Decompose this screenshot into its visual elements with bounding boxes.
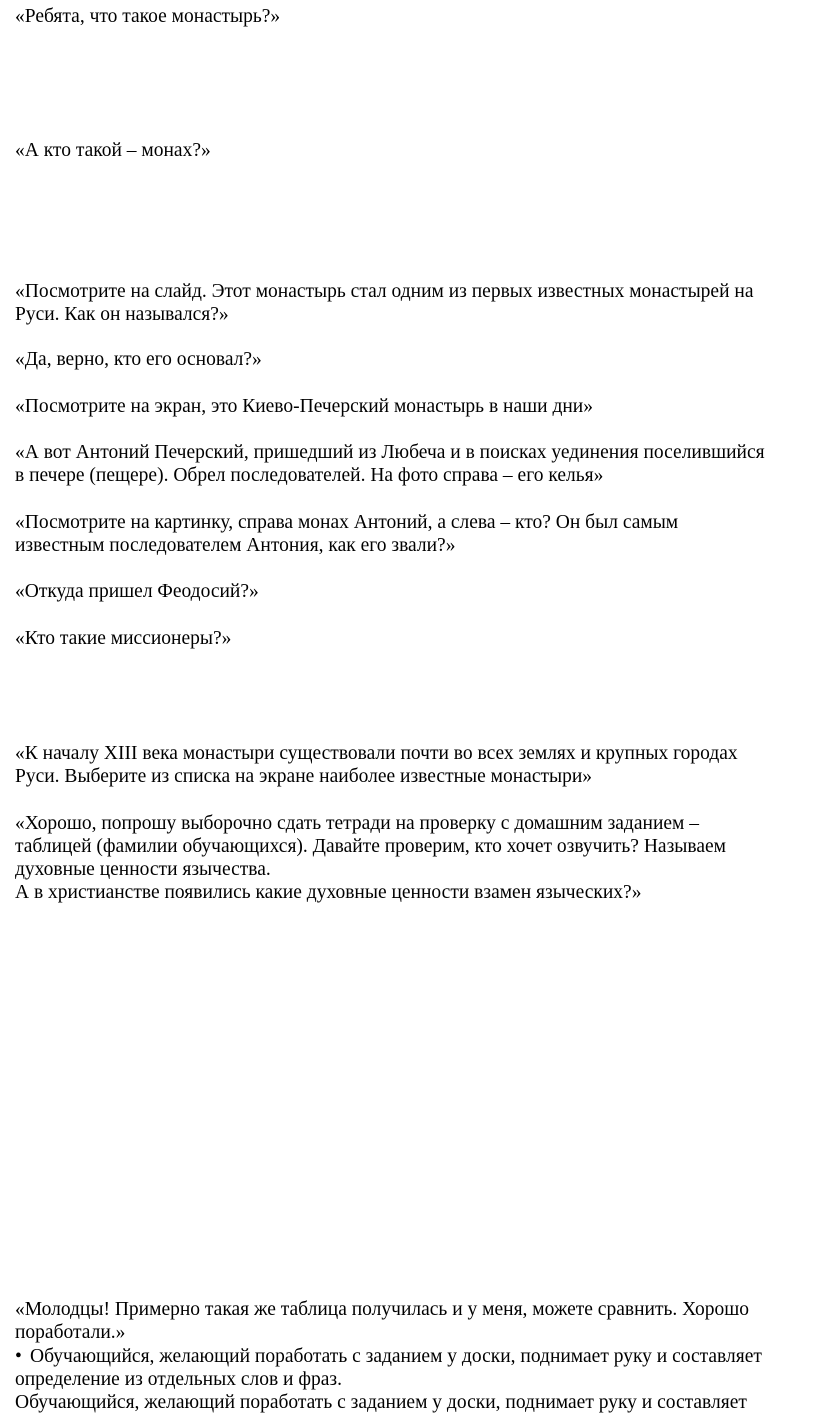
paragraph-bullet-student-board bbox=[15, 1345, 805, 1391]
text-line: «А вот Антоний Печерский, пришедший из Любеча и в поисках уединения поселившийся bbox=[15, 442, 765, 463]
bullet-icon: • bbox=[15, 1346, 22, 1367]
paragraph-homework-check bbox=[15, 812, 805, 904]
paragraph-founder-question bbox=[15, 348, 805, 371]
paragraph-monastery-question bbox=[15, 5, 805, 28]
text-line: «Кто такие миссионеры?» bbox=[15, 628, 232, 649]
text-line: в печере (пещере). Обрел последователей. На фото справа – его келья» bbox=[15, 465, 604, 486]
text-line bbox=[15, 1345, 805, 1368]
text-line: «Посмотрите на экран, это Киево-Печерский монастырь в наши дни» bbox=[15, 396, 593, 417]
text-line: Руси. Как он назывался?» bbox=[15, 304, 229, 325]
paragraph-monk-question bbox=[15, 139, 805, 162]
text-line: «Ребята, что такое монастырь?» bbox=[15, 6, 281, 27]
text-line: «К началу XIII века монастыри существовали почти во всех землях и крупных городах bbox=[15, 743, 738, 764]
paragraph-antony-pechersky bbox=[15, 441, 805, 487]
text-line: духовные ценности язычества. bbox=[15, 859, 271, 880]
text-line: «Посмотрите на слайд. Этот монастырь стал одним из первых известных монастырей на bbox=[15, 281, 754, 302]
text-line: «Молодцы! Примерно такая же таблица получилась и у меня, можете сравнить. Хорошо bbox=[15, 1299, 749, 1320]
paragraph-xiii-century bbox=[15, 742, 805, 788]
text-line: Руси. Выберите из списка на экране наиболее известные монастыри» bbox=[15, 766, 593, 787]
text-line-content: Обучающийся, желающий поработать с заданием у доски, поднимает руку и составляет bbox=[30, 1346, 762, 1367]
text-line: поработали.» bbox=[15, 1322, 126, 1343]
paragraph-screen-kiev-pechersk bbox=[15, 395, 805, 418]
paragraph-picture-question bbox=[15, 511, 805, 557]
text-line: «Хорошо, попрошу выборочно сдать тетради на проверку с домашним заданием – bbox=[15, 813, 700, 834]
paragraph-slide-question bbox=[15, 280, 805, 326]
text-line: известным последователем Антония, как его звали?» bbox=[15, 535, 456, 556]
paragraph-student-board-repeat bbox=[15, 1391, 805, 1414]
text-line: А в христианстве появились какие духовные ценности взамен языческих?» bbox=[15, 882, 642, 903]
text-line: «Посмотрите на картинку, справа монах Антоний, а слева – кто? Он был самым bbox=[15, 512, 679, 533]
text-line: определение из отдельных слов и фраз. bbox=[15, 1369, 342, 1390]
paragraph-feodosy-origin bbox=[15, 580, 805, 603]
paragraph-missionaries-question bbox=[15, 627, 805, 650]
text-line: «Откуда пришел Феодосий?» bbox=[15, 581, 259, 602]
text-line: «Да, верно, кто его основал?» bbox=[15, 349, 262, 370]
text-line: Обучающийся, желающий поработать с заданием у доски, поднимает руку и составляет bbox=[15, 1392, 747, 1413]
text-line: таблицей (фамилии обучающихся). Давайте проверим, кто хочет озвучить? Называем bbox=[15, 836, 726, 857]
text-line: «А кто такой – монах?» bbox=[15, 140, 211, 161]
paragraph-well-done bbox=[15, 1298, 805, 1344]
